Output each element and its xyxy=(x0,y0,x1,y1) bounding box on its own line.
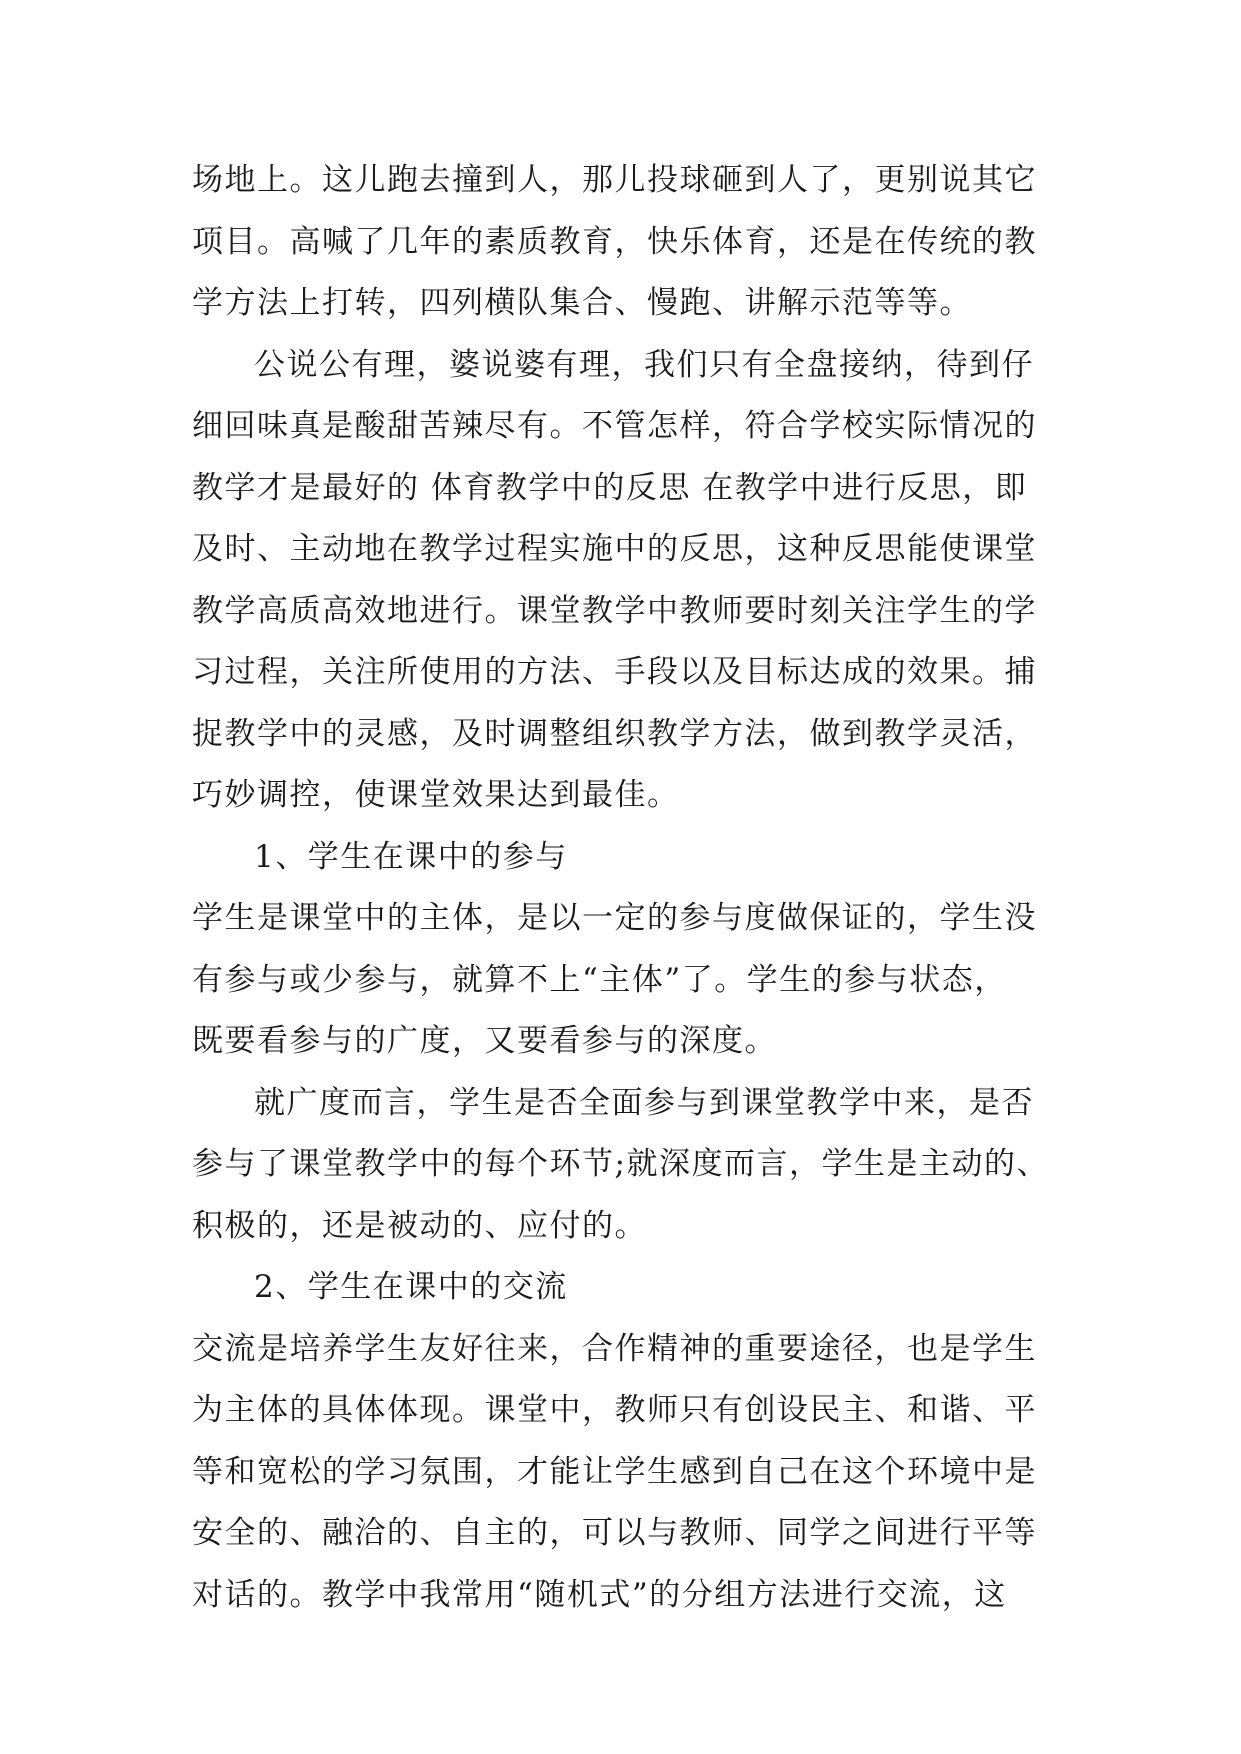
paragraph-line: 等和宽松的学习氛围，才能让学生感到自己在这个环境中是 xyxy=(192,1453,1037,1490)
paragraph-line: 就广度而言，学生是否全面参与到课堂教学中来，是否 xyxy=(254,1084,1034,1121)
paragraph-line: 教学高质高效地进行。课堂教学中教师要时刻关注学生的学 xyxy=(192,592,1037,629)
section-heading: 2、学生在课中的交流 xyxy=(254,1269,568,1305)
paragraph-line: 场地上。这儿跑去撞到人，那儿投球砸到人了，更别说其它 xyxy=(192,162,1037,198)
paragraph-line: 既要看参与的广度，又要看参与的深度。 xyxy=(192,1023,777,1059)
paragraph-line: 为主体的具体体现。课堂中，教师只有创设民主、和谐、平 xyxy=(192,1392,1037,1428)
paragraph-line: 学生是课堂中的主体，是以一定的参与度做保证的，学生没 xyxy=(192,900,1037,936)
paragraph-line: 公说公有理，婆说婆有理，我们只有全盘接纳，待到仔 xyxy=(254,346,1034,383)
paragraph-line: 及时、主动地在教学过程实施中的反思，这种反思能使课堂 xyxy=(192,531,1037,567)
paragraph-line: 有参与或少参与，就算不上“主体”了。学生的参与状态， xyxy=(192,961,1007,998)
paragraph-line: 项目。高喊了几年的素质教育，快乐体育，还是在传统的教 xyxy=(192,223,1037,260)
paragraph-line: 安全的、融洽的、自主的，可以与教师、同学之间进行平等 xyxy=(192,1515,1037,1551)
document-body xyxy=(192,150,1092,1626)
paragraph-line: 学方法上打转，四列横队集合、慢跑、讲解示范等等。 xyxy=(192,285,972,321)
paragraph-line: 巧妙调控，使课堂效果达到最佳。 xyxy=(192,777,680,813)
paragraph-line: 交流是培养学生友好往来，合作精神的重要途径，也是学生 xyxy=(192,1330,1037,1367)
section-heading: 1、学生在课中的参与 xyxy=(254,838,568,875)
paragraph-line: 积极的，还是被动的、应付的。 xyxy=(192,1207,647,1244)
paragraph-line: 细回味真是酸甜苦辣尽有。不管怎样，符合学校实际情况的 xyxy=(192,408,1037,444)
paragraph-line: 教学才是最好的 体育教学中的反思 在教学中进行反思，即 xyxy=(192,469,1028,506)
paragraph-line: 习过程，关注所使用的方法、手段以及目标达成的效果。捕 xyxy=(192,654,1037,690)
paragraph-line: 捉教学中的灵感，及时调整组织教学方法，做到教学灵活， xyxy=(192,715,1037,752)
paragraph-line: 对话的。教学中我常用“随机式”的分组方法进行交流，这 xyxy=(192,1576,1007,1613)
paragraph-line: 参与了课堂教学中的每个环节;就深度而言，学生是主动的、 xyxy=(192,1146,1049,1182)
